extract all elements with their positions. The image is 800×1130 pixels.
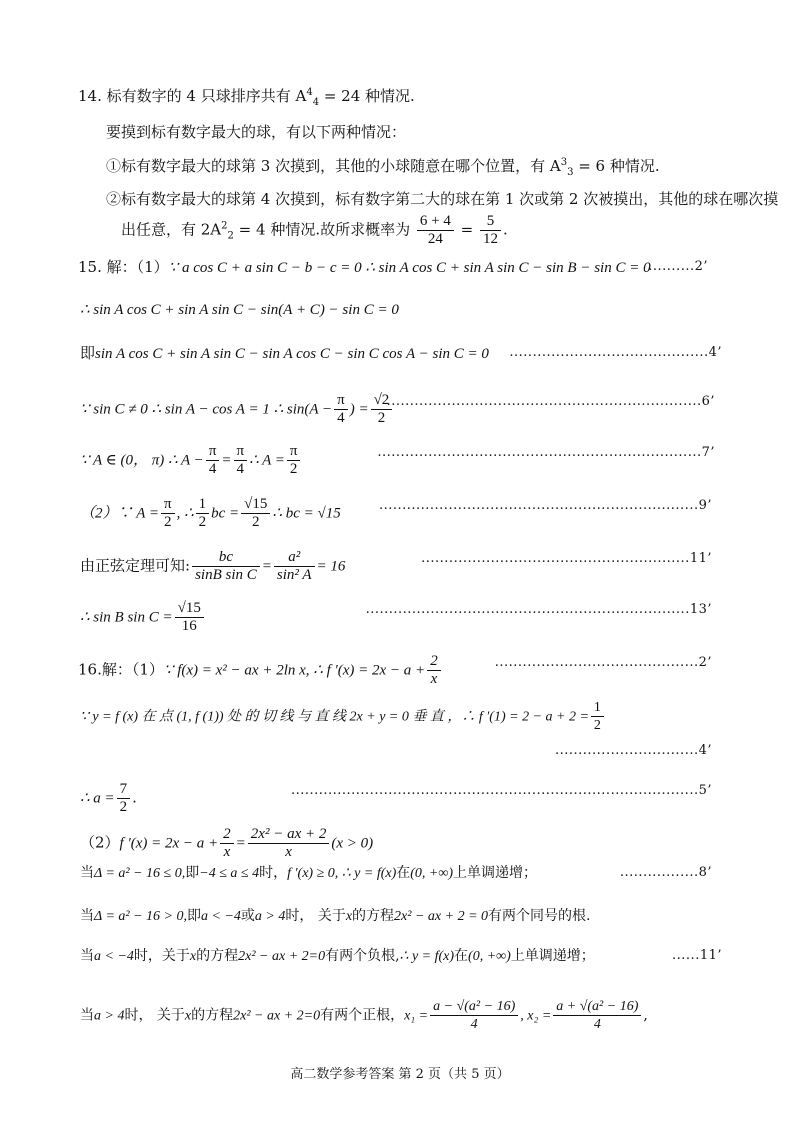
numerator: a + √(a² − 16) (553, 998, 641, 1016)
math-expr: （2）∵ A = (80, 505, 160, 522)
q15-heading: 15. 解：（1） (78, 258, 169, 276)
fraction (175, 600, 204, 635)
denominator: 2 (164, 514, 172, 530)
denominator: 24 (427, 231, 443, 247)
q16-line8 (80, 998, 648, 1033)
math-expr: ∴ sin A cos C + sin A sin C − sin(A + C) − sin C = 0 (80, 302, 399, 318)
math-expr: = 16 (316, 558, 346, 575)
math-expr: a < −4 (201, 909, 241, 924)
math-expr: a > 4 (254, 909, 286, 924)
q14-text: 14. 标有数字的 4 只球排序共有 A (78, 87, 307, 105)
q16-line4 (80, 826, 373, 861)
label-text: 或 (240, 908, 255, 924)
score-mark: ............................................2’ (494, 655, 712, 670)
math-expr: ) = (349, 401, 369, 418)
math-expr: , x₂ = (520, 1008, 552, 1024)
math-expr: ∵ y = f (x) 在 点 (1, f (1)) 处 的 切 线 与 直 线 2x + y = 0 垂 直 ，∴ f ′(1) = 2 − a + 2 = (80, 709, 589, 725)
score-mark: ......................................................................13’ (365, 602, 712, 617)
math-expr: ∴ sin B sin C = (80, 609, 173, 626)
math-expr: bc = (211, 505, 240, 522)
fraction (196, 496, 210, 531)
label-text: 当 (80, 908, 94, 924)
numerator: π (161, 496, 175, 514)
math-expr: 2x² − ax + 2=0 (233, 1008, 321, 1024)
period: . (502, 220, 508, 239)
label-text: 的方程 (196, 948, 239, 964)
label-text: （2） (80, 833, 120, 852)
math-expr: x (345, 909, 353, 924)
fraction (248, 826, 330, 861)
math-expr: (0, +∞) (410, 866, 454, 881)
q15-line3 (80, 343, 489, 364)
q14-line3 (106, 156, 660, 176)
perm-sup: 2 (221, 220, 228, 232)
score-mark: ......................................................................7’ (377, 445, 715, 460)
q15-line5 (80, 443, 302, 478)
q14-text: 要摸到标有数字最大的球，有以下两种情况： (106, 123, 407, 141)
label-text: 当 (80, 1007, 94, 1024)
math-expr: a < −4 (94, 949, 134, 964)
label-text: 当 (80, 948, 94, 964)
perm-sub: 4 (312, 97, 320, 108)
math-expr: 2x² − ax + 2=0 (238, 949, 326, 964)
math-expr: ∵ sin C ≠ 0 ∴ sin A − cos A = 1 ∴ sin(A − (80, 401, 333, 418)
math-expr: a > 4 (94, 1008, 125, 1024)
fraction (591, 699, 604, 734)
math-expr: ∴ a = (80, 790, 115, 807)
math-expr: −4 ≤ a ≤ 4 (199, 866, 260, 881)
q14-text: = 24 种情况. (319, 87, 415, 105)
equals: = (455, 220, 478, 239)
math-expr: ∴ A = (249, 452, 285, 469)
numerator: 2x² − ax + 2 (248, 826, 330, 844)
q14-text: 出任意，有 2A (121, 220, 222, 239)
q15-line8 (80, 600, 206, 635)
denominator: 2 (593, 718, 601, 733)
numerator: 1 (591, 699, 604, 717)
fraction (417, 213, 454, 248)
label-text: 时， 关于 (285, 908, 346, 924)
label-text: 时，关于 (133, 948, 190, 964)
q16-line1 (78, 653, 443, 688)
numerator: 2 (220, 826, 234, 844)
fraction (234, 443, 248, 478)
fraction (206, 443, 220, 478)
denominator: 4 (470, 1017, 478, 1032)
numerator: π (234, 443, 248, 461)
math-expr: ∴ bc = √15 (272, 505, 341, 522)
q16-line3 (80, 781, 137, 816)
denominator: 2 (252, 514, 260, 530)
denominator: x (430, 671, 438, 687)
math-expr: = (221, 452, 232, 469)
numerator: a − √(a² − 16) (430, 998, 518, 1016)
fraction (220, 826, 234, 861)
math-expr: x₁ = (404, 1008, 429, 1024)
numerator: 7 (117, 781, 131, 799)
perm-sub: 2 (227, 230, 234, 242)
denominator: 2 (198, 514, 207, 530)
fraction (553, 998, 641, 1033)
label-text: 在 (396, 865, 411, 881)
perm-sub: 3 (567, 167, 574, 178)
denominator: 2 (119, 799, 128, 815)
denominator: sinB sin C (195, 567, 257, 583)
score-mark: .....................................................................9’ (378, 498, 712, 513)
q15-line7 (80, 549, 345, 584)
score-mark: ......11’ (672, 948, 722, 963)
q16-line2 (80, 699, 606, 734)
math-expr: Δ = a² − 16 > 0, (94, 909, 188, 924)
math-expr: Δ = a² − 16 ≤ 0, (94, 866, 186, 881)
label-text: 时， 关于 (124, 1007, 185, 1024)
q14-line4 (106, 189, 778, 209)
label-text: 即 (80, 344, 96, 362)
fraction (161, 496, 175, 531)
numerator: 1 (196, 496, 210, 514)
comma: , (643, 1007, 648, 1024)
denominator: 12 (482, 231, 498, 247)
q14-text: ①标有数字最大的球第 3 次摸到，其他的小球随意在哪个位置，有 A (106, 157, 561, 175)
denominator: 4 (208, 461, 217, 477)
q14-text: = 6 种情况. (573, 157, 660, 175)
perm-sup: 3 (560, 157, 568, 168)
q15-line6 (80, 496, 341, 531)
score-mark: ...........................................4’ (509, 345, 722, 360)
q16-heading: 16.解：（1） (78, 660, 164, 679)
q16-line5 (80, 863, 537, 884)
fraction (274, 549, 315, 584)
fraction (334, 392, 348, 427)
label-text: 上单调递增； (453, 865, 538, 881)
q15-line4 (80, 392, 394, 427)
denominator: sin² A (276, 567, 312, 583)
math-expr: , ∴ (176, 505, 194, 522)
label-text: 上单调递增； (510, 948, 595, 964)
numerator: π (287, 443, 301, 461)
numerator: bc (192, 549, 260, 567)
fraction (430, 998, 518, 1033)
math-expr: = (235, 835, 246, 852)
math-expr: 2x² − ax + 2 = 0 (394, 909, 489, 924)
numerator: 6 + 4 (417, 213, 454, 231)
q14-line2 (106, 122, 406, 142)
denominator: 4 (337, 410, 345, 426)
label-text: 的方程 (191, 1007, 234, 1024)
denominator: x (223, 844, 231, 860)
denominator: 2 (289, 461, 298, 477)
label-text: 有两个正根， (320, 1007, 405, 1024)
label-text: 即 (185, 865, 200, 881)
score-mark: ..........................................................11’ (421, 551, 712, 566)
numerator: √2 (371, 392, 393, 410)
math-expr: f ′(x) ≥ 0, ∴ y = f(x) (287, 866, 397, 881)
math-expr: = (261, 558, 272, 575)
label-text: 时， (259, 865, 288, 881)
math-expr: ∵ f(x) = x² − ax + 2ln x, ∴ f ′(x) = 2x − a + (163, 662, 426, 679)
numerator: a² (274, 549, 315, 567)
fraction (287, 443, 301, 478)
numerator: 5 (480, 213, 501, 231)
numerator: √15 (175, 600, 204, 618)
denominator: 16 (181, 618, 197, 634)
label-text: 当 (80, 865, 94, 881)
numerator: 2 (427, 653, 441, 671)
label-text: 的方程 (352, 908, 395, 924)
numerator: √15 (241, 496, 270, 514)
q14-line1 (78, 86, 415, 106)
label-text: 在 (454, 948, 469, 964)
math-expr: (x > 0) (331, 835, 374, 852)
q15-line2 (80, 299, 399, 320)
label-text: 有两个负根, (325, 948, 400, 964)
math-expr: ∴ y = f(x) (399, 949, 455, 964)
q14-text: = 4 种情况.故所求概率为 (233, 220, 411, 239)
label-text: 有两个同号的根. (488, 908, 591, 924)
fraction (241, 496, 270, 531)
label-text: 即 (187, 908, 202, 924)
math-expr: (0, +∞) (468, 949, 511, 964)
math-expr: sin A cos C + sin A sin C − sin A cos C − sin C cos A − sin C = 0 (95, 346, 489, 362)
math-expr: ∵ a cos C + a sin C − b − c = 0 ∴ sin A cos C + sin A sin C − sin B − sin C = 0 (168, 260, 651, 276)
math-expr: x (189, 949, 197, 964)
denominator: 4 (593, 1017, 601, 1032)
score-mark: ........................................................................................5’ (290, 783, 712, 798)
math-expr: f ′(x) = 2x − a + (119, 835, 219, 852)
score-mark: .................8’ (619, 865, 712, 880)
q14-text: ②标有数字最大的球第 4 次摸到，标有数字第二大的球在第 1 次或第 2 次被摸出，其他的球在哪次摸 (106, 190, 779, 208)
period: . (132, 788, 137, 807)
perm-sup: 4 (306, 87, 313, 98)
q16-line6 (80, 906, 590, 927)
denominator: x (285, 844, 292, 860)
score-mark: ...............................4’ (554, 743, 712, 758)
q14-line5 (121, 213, 508, 248)
score-mark: ....................................................................6’ (386, 394, 715, 409)
numerator: π (206, 443, 220, 461)
page-footer: 高二数学参考答案 第 2 页（共 5 页） (290, 1067, 510, 1082)
fraction (427, 653, 441, 688)
fraction (480, 213, 501, 248)
numerator: π (334, 392, 348, 410)
math-expr: x (184, 1008, 192, 1024)
denominator: 2 (377, 410, 386, 426)
fraction (192, 549, 260, 584)
math-expr: ∵ A ∈ (0， π) ∴ A − (80, 452, 204, 469)
fraction (117, 781, 131, 816)
q15-line1 (78, 257, 651, 278)
denominator: 4 (236, 461, 245, 477)
score-mark: ..........2’ (648, 259, 708, 274)
label-text: 由正弦定理可知: (80, 556, 191, 575)
q16-line7 (80, 946, 595, 967)
